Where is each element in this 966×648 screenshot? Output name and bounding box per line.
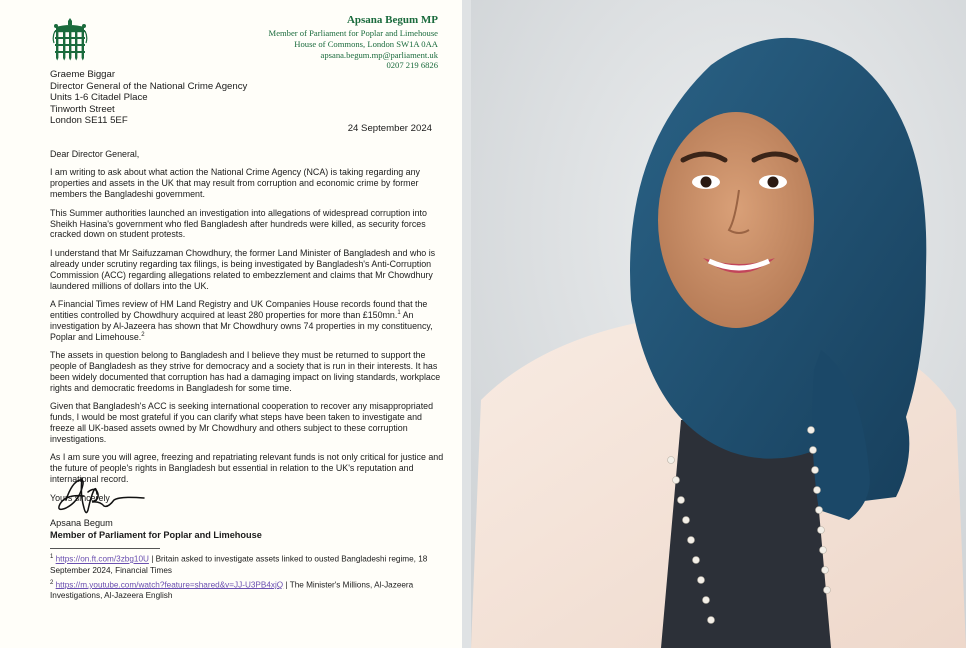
footnote-number: 2 xyxy=(50,579,54,586)
footnote-item xyxy=(50,552,448,576)
letterhead-phone: 0207 219 6826 xyxy=(386,60,438,71)
footnote-divider xyxy=(50,548,160,549)
letter-page xyxy=(0,0,462,648)
handwritten-signature xyxy=(52,474,148,520)
recipient-address-line: London SE11 5EF xyxy=(50,115,128,127)
body-paragraph: The assets in question belong to Bangladesh and I believe they must be returned to support the people of Bangladesh as they strive for democracy and a society that is run in their interests. It has been widely documented that corruption has had a damaging impact on living standards, workplace rights and democratic freedoms in Bangladesh for some time. xyxy=(50,350,441,393)
portcullis-logo-icon xyxy=(52,17,88,61)
footnote-item xyxy=(50,578,448,602)
body-paragraph: Given that Bangladesh's ACC is seeking international cooperation to recover any misappropriated funds, I would be most grateful if you can clarify what steps have been taken to investigate and freeze all UK-based assets owned by Mr Chowdhury and others subject to these corruption investigations. xyxy=(50,401,434,444)
footnote-link[interactable]: https://m.youtube.com/watch?feature=shared&v=JJ-U3PB4xjQ xyxy=(55,580,284,590)
signoff-block xyxy=(50,518,262,541)
body-paragraph: As I am sure you will agree, freezing and repatriating relevant funds is not only critical for justice and the future of people's rights in Bangladesh but essential in relation to the UK's reputation and international record. xyxy=(50,452,444,485)
recipient-address xyxy=(50,69,247,127)
letter-date: 24 September 2024 xyxy=(347,123,432,134)
letter-body xyxy=(50,149,445,511)
body-text: A Financial Times review of HM Land Registry and UK Companies House records found that the entities controlled by Chowdhury acquired at least 280 properties for more than £150mn. xyxy=(50,298,428,320)
footnote-link[interactable]: https://on.ft.com/3zbg10U xyxy=(55,554,149,564)
letterhead xyxy=(198,14,438,71)
body-text: An investigation by Al-Jazeera has shown that Mr Chowdhury owns 74 properties in my constituency, Poplar and Limehouse. xyxy=(50,309,433,342)
recipient-name: Graeme Biggar xyxy=(50,69,116,80)
body-paragraph: This Summer authorities launched an investigation into allegations of widespread corruption into Sheikh Hasina's government who fled Bangladesh after hundreds were killed, as security forces cracked down on student protests. xyxy=(50,207,427,240)
footnote-ref: 2 xyxy=(141,331,145,338)
body-paragraph xyxy=(50,299,445,343)
closing: Yours sincerely xyxy=(50,492,110,503)
letterhead-address: House of Commons, London SW1A 0AA xyxy=(294,38,438,49)
letterhead-mp-name: Apsana Begum MP xyxy=(346,14,438,26)
recipient-address-line: Tinworth Street xyxy=(50,103,115,115)
footnote-text: | The Minister's Millions, Al-Jazeera Investigations, Al-Jazeera English xyxy=(50,580,414,601)
recipient-title: Director General of the National Crime Agency xyxy=(50,80,248,92)
letterhead-email: apsana.begum.mp@parliament.uk xyxy=(320,49,438,60)
footnotes xyxy=(50,552,448,603)
footnote-number: 1 xyxy=(50,554,54,560)
footnote-text: | Britain asked to investigate assets linked to ousted Bangladeshi regime, 18 September 2024, Financial Times xyxy=(50,554,428,575)
mp-portrait-photo xyxy=(471,0,966,648)
body-paragraph: I am writing to ask about what action the National Crime Agency (NCA) is taking regarding any properties and assets in the UK that may result from corruption and economic crime by former members the Bangladeshi government. xyxy=(50,167,420,200)
footnote-ref: 1 xyxy=(397,309,401,316)
signoff-name: Apsana Begum xyxy=(50,518,113,528)
body-paragraph: I understand that Mr Saifuzzaman Chowdhury, the former Land Minister of Bangladesh and who is already under scrutiny regarding tax filings, is being investigated by Bangladesh's Anti-Corruption Commission (ACC) regarding allegations related to embezzlement and claims that Mr Chowdhury laundered millions of dollars into the UK. xyxy=(50,247,436,291)
letterhead-constituency: Member of Parliament for Poplar and Limehouse xyxy=(268,28,438,38)
portrait-illustration xyxy=(471,0,966,648)
salutation: Dear Director General, xyxy=(50,149,140,159)
signoff-role: Member of Parliament for Poplar and Limehouse xyxy=(50,529,262,540)
face xyxy=(658,112,814,328)
recipient-address-line: Units 1-6 Citadel Place xyxy=(50,92,148,104)
